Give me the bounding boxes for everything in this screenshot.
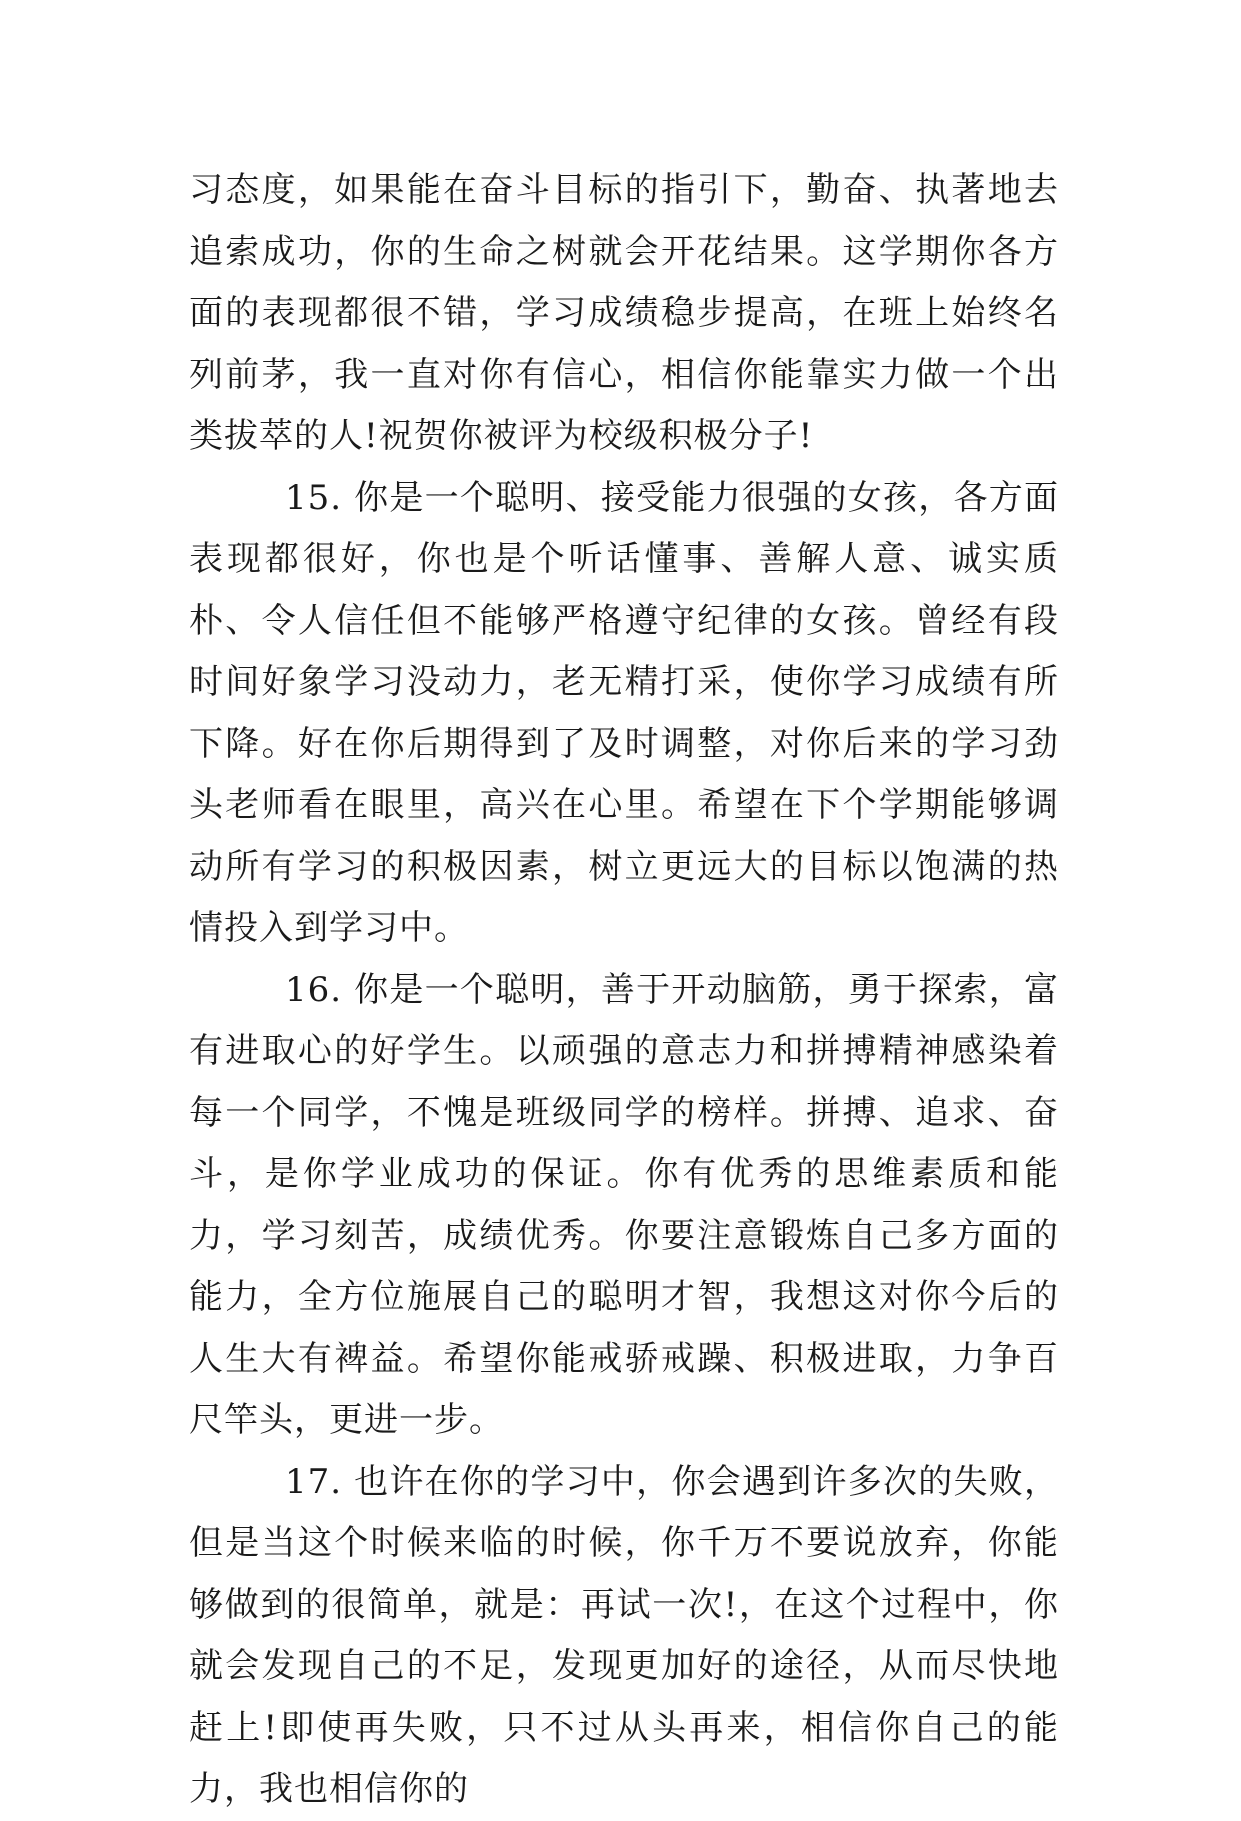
paragraph-item-15: 15. 你是一个聪明、接受能力很强的女孩，各方面表现都很好，你也是个听话懂事、善解人意、诚实质朴、令人信任但不能够严格遵守纪律的女孩。曾经有段时间好象学习没动力，老无精打采，使你学习成绩有所下降。好在你后期得到了及时调整，对你后来的学习劲头老师看在眼里，高兴在心里。希望在下个学期能够调动所有学习的积极因素，树立更远大的目标以饱满的热情投入到学习中。 bbox=[189, 477, 1059, 948]
paragraph-continuation: 习态度，如果能在奋斗目标的指引下，勤奋、执著地去追索成功，你的生命之树就会开花结果。这学期你各方面的表现都很不错，学习成绩稳步提高，在班上始终名列前茅，我一直对你有信心，相信你能靠实力做一个出类拔萃的人!祝贺你被评为校级积极分子! bbox=[189, 170, 1059, 456]
document-body bbox=[189, 160, 1059, 1821]
paragraph-item-17: 17. 也许在你的学习中，你会遇到许多次的失败，但是当这个时候来临的时候，你千万不要说放弃，你能够做到的很简单，就是：再试一次!，在这个过程中，你就会发现自己的不足，发现更加好的途径，从而尽快地赶上!即使再失败，只不过从头再来，相信你自己的能力，我也相信你的 bbox=[189, 1461, 1059, 1809]
paragraph-item-16: 16. 你是一个聪明，善于开动脑筋，勇于探索，富有进取心的好学生。以顽强的意志力和拼搏精神感染着每一个同学，不愧是班级同学的榜样。拼搏、追求、奋斗，是你学业成功的保证。你有优秀的思维素质和能力，学习刻苦，成绩优秀。你要注意锻炼自己多方面的能力，全方位施展自己的聪明才智，我想这对你今后的人生大有裨益。希望你能戒骄戒躁、积极进取，力争百尺竿头，更进一步。 bbox=[189, 969, 1059, 1440]
